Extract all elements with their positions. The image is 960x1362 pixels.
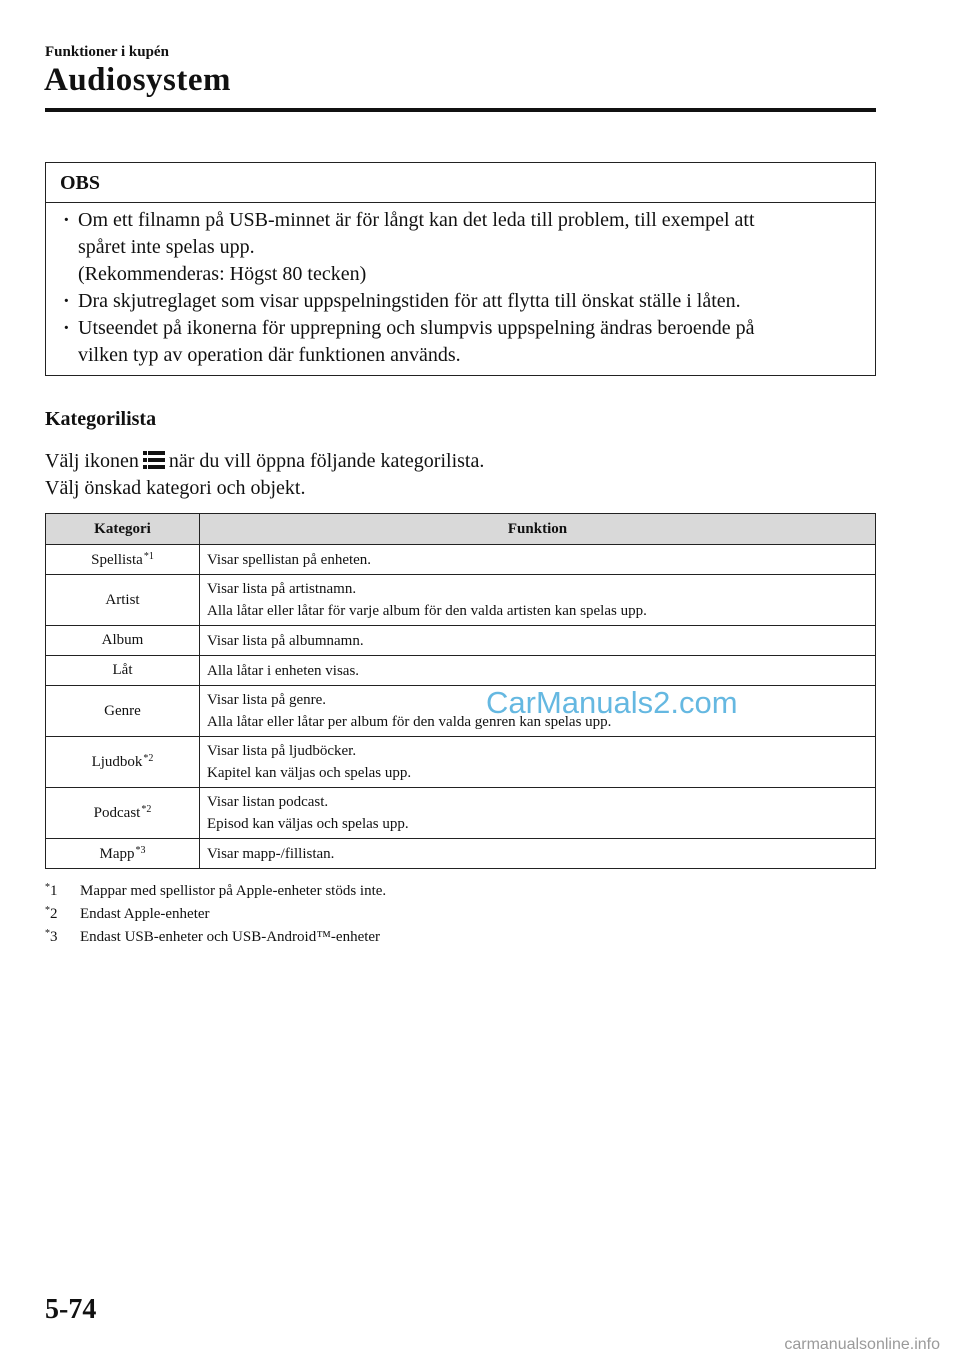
bullet-icon: ·: [63, 290, 70, 312]
category-cell: Artist: [46, 575, 200, 626]
intro-paragraph: [45, 448, 484, 475]
note-heading: OBS: [46, 163, 875, 203]
table-row: [46, 839, 876, 869]
function-cell: Visar lista på ljudböcker. Kapitel kan väljas och spelas upp.: [200, 737, 876, 788]
note-line: vilken typ av operation där funktionen används.: [78, 344, 461, 366]
footnote: *2 Endast Apple-enheter: [45, 905, 210, 922]
title-divider: [45, 108, 876, 112]
note-line: Utseendet på ikonerna för upprepning och slumpvis uppspelning ändras beroende på: [78, 317, 755, 339]
note-line: (Rekommenderas: Högst 80 tecken): [78, 263, 367, 285]
category-cell: Album: [46, 626, 200, 656]
footnote-ref: *2: [141, 804, 152, 815]
function-cell: Visar spellistan på enheten.: [200, 545, 876, 575]
function-cell: Visar lista på genre. Alla låtar eller låtar per album för den valda genren kan spelas upp.: [200, 686, 876, 737]
intro-text-after: när du vill öppna följande kategorilista.: [168, 450, 485, 472]
function-cell: Visar lista på artistnamn. Alla låtar eller låtar för varje album för den valda artisten kan spelas upp.: [200, 575, 876, 626]
note-line: spåret inte spelas upp.: [78, 236, 255, 258]
category-cell: Mapp$^{*3}$: [46, 839, 200, 869]
category-table: [45, 513, 876, 869]
table-row: [46, 656, 876, 686]
category-cell: Genre: [46, 686, 200, 737]
note-item: [46, 288, 875, 315]
category-cell: Ljudbok$^{*2}$: [46, 737, 200, 788]
bullet-icon: ·: [63, 317, 70, 339]
bullet-icon: ·: [63, 209, 70, 231]
footnote-ref: *1: [143, 550, 154, 562]
footnote: *1 Mappar med spellistor på Apple-enheter stöds inte.: [45, 882, 387, 899]
function-cell: Visar lista på albumnamn.: [200, 626, 876, 656]
table-row: [46, 788, 876, 839]
footer-site-link[interactable]: carmanualsonline.info: [784, 1336, 940, 1353]
note-box: [45, 162, 876, 376]
function-cell: Alla låtar i enheten visas.: [200, 656, 876, 686]
note-line: Om ett filnamn på USB-minnet är för långt kan det leda till problem, till exempel att: [78, 209, 755, 231]
category-cell: Podcast$^{*2}$: [46, 788, 200, 839]
note-line: Dra skjutreglaget som visar uppspelningstiden för att flytta till önskat ställe i låten.: [78, 290, 741, 312]
category-cell: Låt: [46, 656, 200, 686]
category-heading: Kategorilista: [45, 408, 157, 430]
table-row: [46, 686, 876, 737]
list-icon: [143, 451, 165, 469]
note-list: [46, 203, 875, 369]
function-cell: Visar listan podcast. Episod kan väljas och spelas upp.: [200, 788, 876, 839]
page-title: Audiosystem: [44, 62, 232, 98]
footnote: *3 Endast USB-enheter och USB-Android™-enheter: [45, 928, 381, 945]
note-item: [46, 315, 875, 369]
table-row: [46, 575, 876, 626]
intro-text-before: Välj ikonen: [45, 450, 139, 472]
table-row: [46, 737, 876, 788]
header-function: Funktion: [200, 514, 876, 545]
page-number: 5-74: [45, 1294, 97, 1325]
category-cell: Spellista$^{*1}$: [46, 545, 200, 575]
table-row: [46, 626, 876, 656]
section-label: Funktioner i kupén: [45, 44, 169, 60]
footnote-ref: *3: [135, 844, 146, 856]
watermark: CarManuals2.com: [486, 685, 738, 720]
table-row: [46, 545, 876, 575]
table-header-row: [46, 514, 876, 545]
note-item: [46, 207, 875, 288]
header-category: Kategori: [46, 514, 200, 545]
footnote-ref: *2: [143, 753, 154, 764]
function-cell: Visar mapp-/fillistan.: [200, 839, 876, 869]
intro-paragraph-2: Välj önskad kategori och objekt.: [45, 477, 306, 499]
